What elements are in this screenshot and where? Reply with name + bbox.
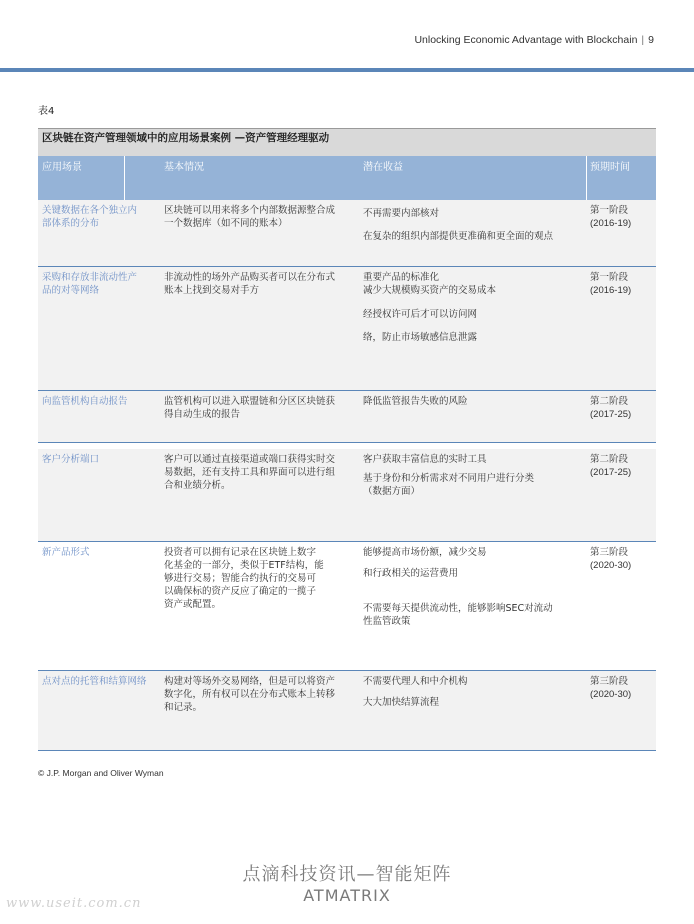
watermark-chinese: 点滴科技资讯—智能矩阵	[242, 864, 452, 885]
basic-text: 监管机构可以进入联盟链和分区区块链获得自动生成的报告	[164, 396, 336, 420]
page-number: 9	[648, 34, 654, 46]
stage-text: 第二阶段	[590, 396, 629, 407]
benefit-text: 经授权许可后才可以访问网络，防止市场敏感信息泄露	[363, 309, 478, 343]
table-row	[38, 200, 656, 267]
benefit-text: 减少大规模购买资产的交易成本	[363, 285, 497, 296]
table-header-row	[38, 156, 656, 200]
benefit-text: 能够提高市场份额，减少交易	[363, 547, 487, 558]
table-label: 表4	[38, 106, 55, 117]
row-benefits	[363, 271, 573, 349]
row-benefits	[363, 675, 573, 709]
row-basic	[164, 271, 342, 297]
row-scene: 向监管机构自动报告	[42, 396, 128, 407]
row-scene: 客户分析端口	[42, 454, 100, 465]
table-row	[38, 671, 656, 751]
row-time	[590, 271, 652, 297]
source-credit: © J.P. Morgan and Oliver Wyman	[38, 768, 164, 778]
benefit-text: 不再需要内部核对	[363, 208, 440, 219]
table-title: 区块链在资产管理领域中的应用场景案例 —资产管理经理驱动	[38, 128, 656, 156]
benefit-text: 降低监管报告失败的风险	[363, 396, 468, 407]
benefit-text: 不需要每天提供流动性，能够影响SEC对流动性监管政策	[363, 603, 553, 627]
row-scene: 点对点的托管和结算网络	[42, 676, 147, 687]
stage-text: 第一阶段	[590, 205, 629, 216]
stage-text: 第三阶段	[590, 547, 629, 558]
row-time	[590, 546, 652, 572]
row-scene: 新产品形式	[42, 547, 90, 558]
benefit-text: 基于身份和分析需求对不同用户进行分类（数据方面）	[363, 473, 535, 497]
column-header-basic: 基本情况	[164, 162, 204, 173]
benefit-text: 和行政相关的运营费用	[363, 568, 459, 579]
table-row	[38, 267, 656, 391]
row-basic	[164, 204, 342, 230]
period-text: (2016-19)	[590, 285, 632, 296]
stage-text: 第二阶段	[590, 454, 629, 465]
benefit-text: 在复杂的组织内部提供更准确和更全面的观点	[363, 231, 554, 242]
column-header-benefit: 潜在收益	[363, 162, 403, 173]
benefit-text: 客户获取丰富信息的实时工具	[363, 454, 487, 465]
column-divider	[124, 156, 125, 200]
row-time	[590, 675, 652, 701]
watermark-english: ATMATRIX	[303, 886, 391, 905]
row-benefits	[363, 204, 573, 245]
table-row	[38, 391, 656, 443]
row-benefits	[363, 453, 573, 498]
basic-text: 区块链可以用来将多个内部数据源整合成一个数据库（如不同的账本）	[164, 205, 336, 229]
row-basic	[164, 675, 342, 714]
table-row	[38, 449, 656, 542]
period-text: (2020-30)	[590, 689, 632, 700]
header-divider-bar	[0, 68, 694, 72]
period-text: (2017-25)	[590, 409, 632, 420]
row-scene: 关键数据在各个独立内部体系的分布	[42, 205, 138, 229]
row-basic	[164, 395, 342, 421]
row-benefits	[363, 546, 573, 628]
period-text: (2017-25)	[590, 467, 632, 478]
column-header-scene: 应用场景	[42, 162, 82, 173]
header-separator: |	[641, 34, 645, 46]
row-time	[590, 395, 652, 421]
table-row	[38, 542, 656, 671]
stage-text: 第三阶段	[590, 676, 629, 687]
row-time	[590, 204, 652, 230]
column-header-time: 预期时间	[590, 162, 630, 173]
benefit-text: 不需要代理人和中介机构	[363, 676, 468, 687]
row-scene: 采购和存放非流动性产品的对等网络	[42, 272, 138, 296]
report-title: Unlocking Economic Advantage with Blockchain	[414, 34, 638, 46]
row-basic	[164, 546, 342, 611]
row-time	[590, 453, 652, 479]
stage-text: 第一阶段	[590, 272, 629, 283]
period-text: (2020-30)	[590, 560, 632, 571]
benefit-text: 大大加快结算流程	[363, 697, 440, 708]
basic-text: 非流动性的场外产品购买者可以在分布式账本上找到交易对手方	[164, 272, 336, 296]
row-basic	[164, 453, 342, 492]
period-text: (2016-19)	[590, 218, 632, 229]
page-header	[414, 34, 654, 46]
basic-text: 投资者可以拥有记录在区块链上数字化基金的一部分，类似于ETF结构，能够进行交易；智能合约执行的交易可以确保标的资产反应了确定的一揽子资产或配置。	[164, 547, 324, 610]
basic-text: 构建对等场外交易网络，但是可以将资产数字化，所有权可以在分布式账本上转移和记录。	[164, 676, 336, 713]
basic-text: 客户可以通过直接渠道或端口获得实时交易数据，还有支持工具和界面可以进行组合和业绩分析。	[164, 454, 336, 491]
benefit-text: 重要产品的标准化	[363, 272, 440, 283]
row-benefits	[363, 395, 573, 408]
watermark-site: www.useit.com.cn	[6, 896, 142, 911]
